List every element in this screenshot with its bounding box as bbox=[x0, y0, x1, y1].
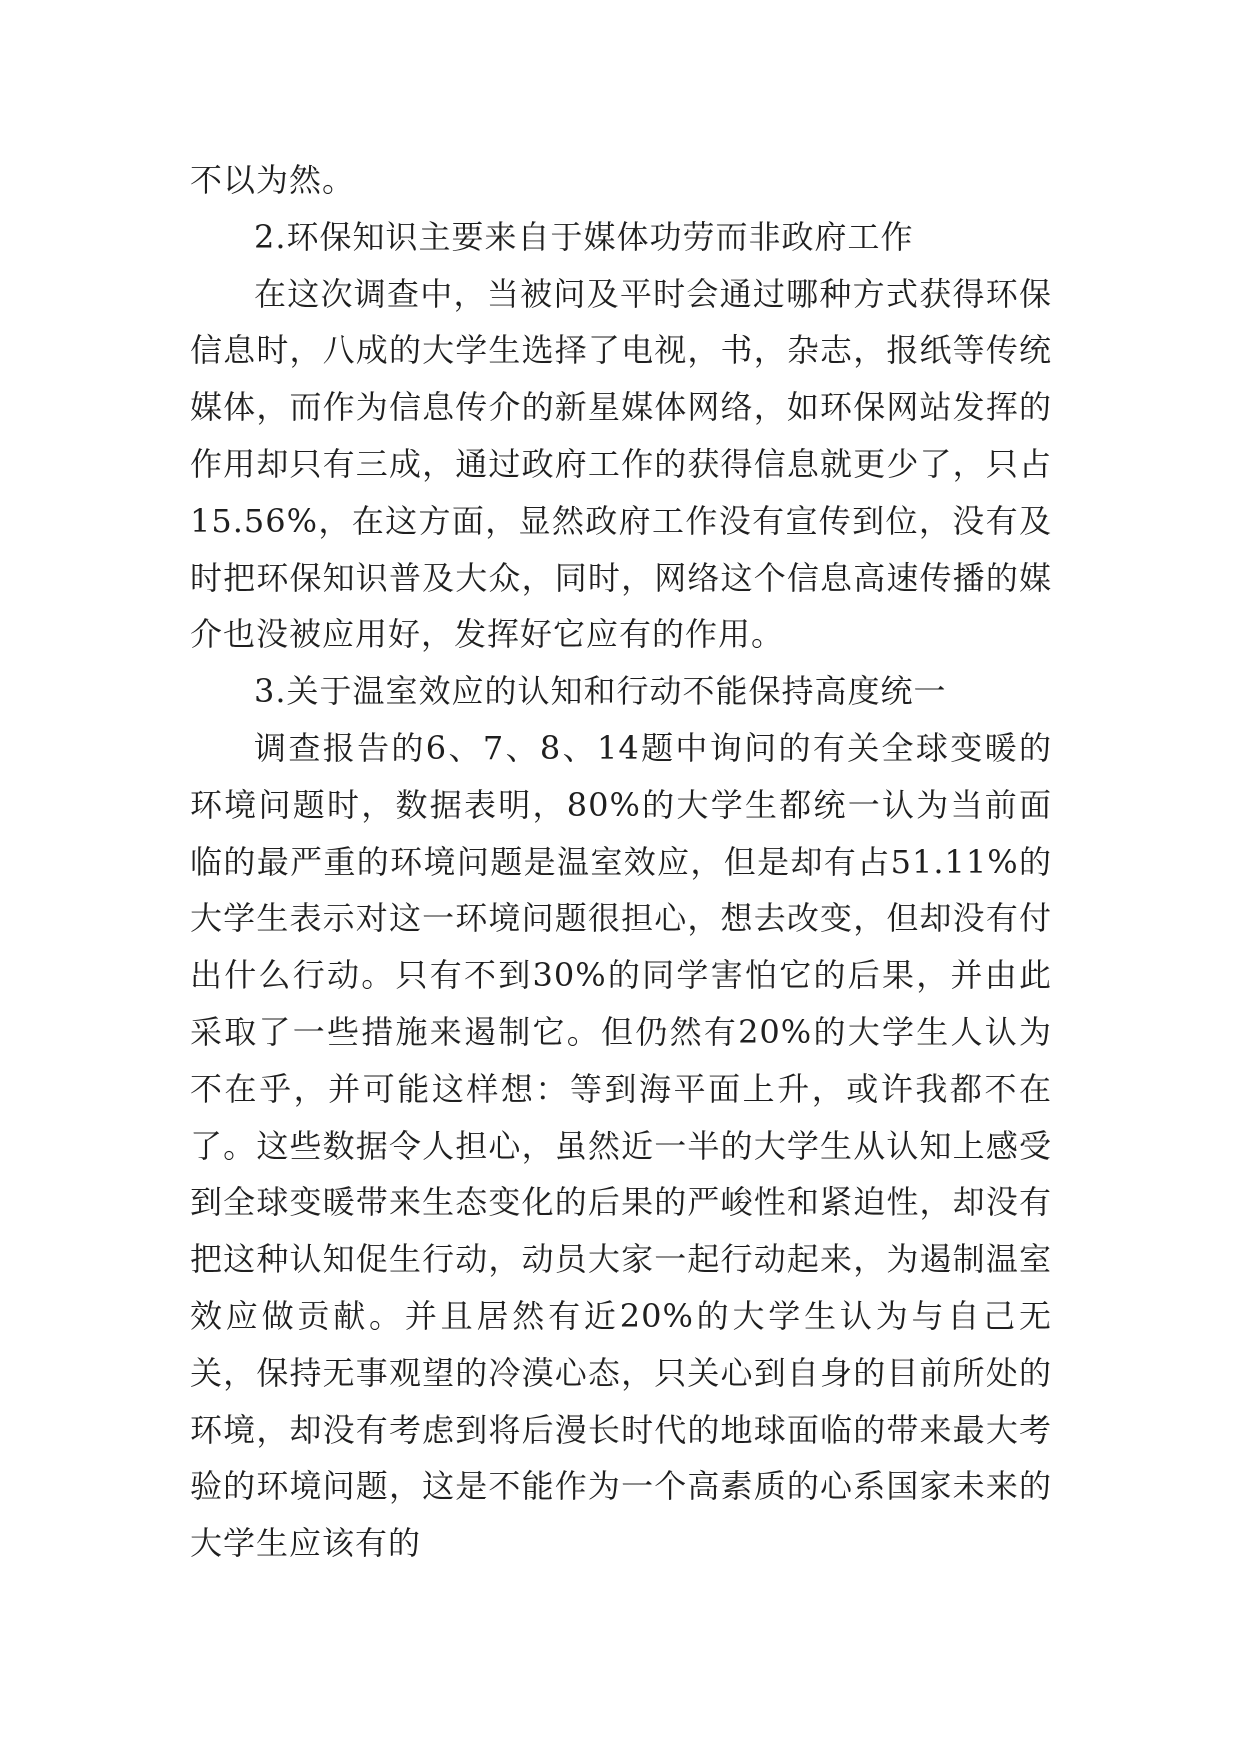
section-heading-2: 2.环保知识主要来自于媒体功劳而非政府工作 bbox=[254, 217, 914, 256]
paragraph-greenhouse-effect: 调查报告的6、7、8、14题中询问的有关全球变暖的环境问题时，数据表明，80%的大学生都统一认为当前面临的最严重的环境问题是温室效应，但是却有占51.11%的大学生表示对这一环境问题很担心，想去改变，但却没有付出什么行动。只有不到30%的同学害怕它的后果，并由此采取了一些措施来遏制它。但仍然有20%的大学生人认为不在乎，并可能这样想：等到海平面上升，或许我都不在了。这些数据令人担心，虽然近一半的大学生从认知上感受到全球变暖带来生态变化的后果的严峻性和紧迫性，却没有把这种认知促生行动，动员大家一起行动起来，为遏制温室效应做贡献。并且居然有近20%的大学生认为与自己无关，保持无事观望的冷漠心态，只关心到自身的目前所处的环境，却没有考虑到将后漫长时代的地球面临的带来最大考验的环境问题，这是不能作为一个高素质的心系国家未来的大学生应该有的 bbox=[190, 728, 1052, 1563]
paragraph-media-sources: 在这次调查中，当被问及平时会通过哪种方式获得环保信息时，八成的大学生选择了电视，书，杂志，报纸等传统媒体，而作为信息传介的新星媒体网络，如环保网站发挥的作用却只有三成，通过政府工作的获得信息就更少了，只占15.56%，在这方面，显然政府工作没有宣传到位，没有及时把环保知识普及大众，同时，网络这个信息高速传播的媒介也没被应用好，发挥好它应有的作用。 bbox=[190, 274, 1052, 654]
paragraph-continuation: 不以为然。 bbox=[190, 161, 356, 199]
section-heading-3: 3.关于温室效应的认知和行动不能保持高度统一 bbox=[254, 672, 947, 711]
document-body bbox=[190, 152, 1052, 1572]
